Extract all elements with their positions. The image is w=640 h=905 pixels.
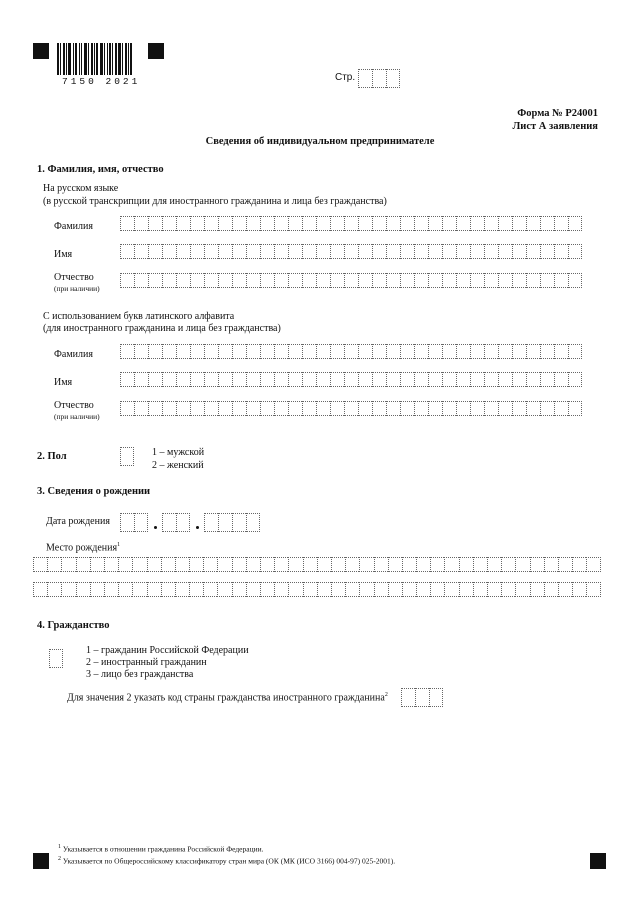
name-latin-field[interactable] [120,372,582,387]
patronymic-label: Отчество [54,272,94,283]
country-code-field[interactable] [401,688,443,707]
citizenship-field[interactable] [49,649,63,668]
section2-heading: 2. Пол [37,451,67,462]
birth-day-field[interactable] [120,513,148,532]
citizenship-option-2: 2 – иностранный гражданин [86,657,207,668]
birth-place-field-line2[interactable] [33,582,601,597]
patronymic-ru-field[interactable] [120,273,582,288]
sheet-label: Лист А заявления [512,121,598,132]
form-number: Форма № Р24001 [517,108,598,119]
registration-marker-top-right [148,43,164,59]
page-number-field[interactable] [358,69,400,88]
if-any-note: (при наличии) [54,412,100,421]
surname-ru-field[interactable] [120,216,582,231]
footnote-1: $^1$ Указывается в отношении гражданина Российской Федерации. [58,844,264,854]
footnote-2: $^2$ Указывается по Общероссийскому классификатору стран мира (ОК (МК (ИСО 3166) 004-97) 025-2001). [58,856,396,866]
registration-marker-bottom-right [590,853,606,869]
date-separator [196,526,199,529]
surname-label: Фамилия [54,349,93,360]
barcode-number: 7150 2021 [62,76,141,87]
russian-language-label: На русском языке [43,183,119,194]
registration-marker-bottom-left [33,853,49,869]
surname-latin-field[interactable] [120,344,582,359]
gender-field[interactable] [120,447,134,466]
birth-year-field[interactable] [204,513,260,532]
citizenship-option-3: 3 – лицо без гражданства [86,669,194,680]
page-label: Стр. [335,72,356,83]
if-any-note: (при наличии) [54,284,100,293]
birth-month-field[interactable] [162,513,190,532]
patronymic-latin-field[interactable] [120,401,582,416]
citizenship-option-1: 1 – гражданин Российской Федерации [86,645,249,656]
patronymic-label: Отчество [54,400,94,411]
latin-label: С использованием букв латинского алфавита [43,311,235,322]
section3-heading: 3. Сведения о рождении [37,486,151,497]
name-ru-field[interactable] [120,244,582,259]
birth-date-label: Дата рождения [46,516,110,527]
section4-heading: 4. Гражданство [37,620,110,631]
surname-label: Фамилия [54,221,93,232]
birth-place-label: Место рождения$^1$ [46,542,121,554]
gender-option-female: 2 – женский [152,460,204,471]
section1-heading: 1. Фамилия, имя, отчество [37,164,164,175]
registration-marker-top-left [33,43,49,59]
name-label: Имя [54,377,73,388]
barcode [57,43,137,75]
country-code-label: Для значения 2 указать код страны гражданства иностранного гражданина$^2$ [67,692,388,704]
birth-place-field-line1[interactable] [33,557,601,572]
gender-option-male: 1 – мужской [152,447,205,458]
latin-note: (для иностранного гражданина и лица без гражданства) [43,323,281,334]
page-title: Сведения об индивидуальном предпринимателе [205,136,435,147]
russian-language-note: (в русской транскрипции для иностранного гражданина и лица без гражданства) [43,196,387,207]
name-label: Имя [54,249,73,260]
date-separator [154,526,157,529]
